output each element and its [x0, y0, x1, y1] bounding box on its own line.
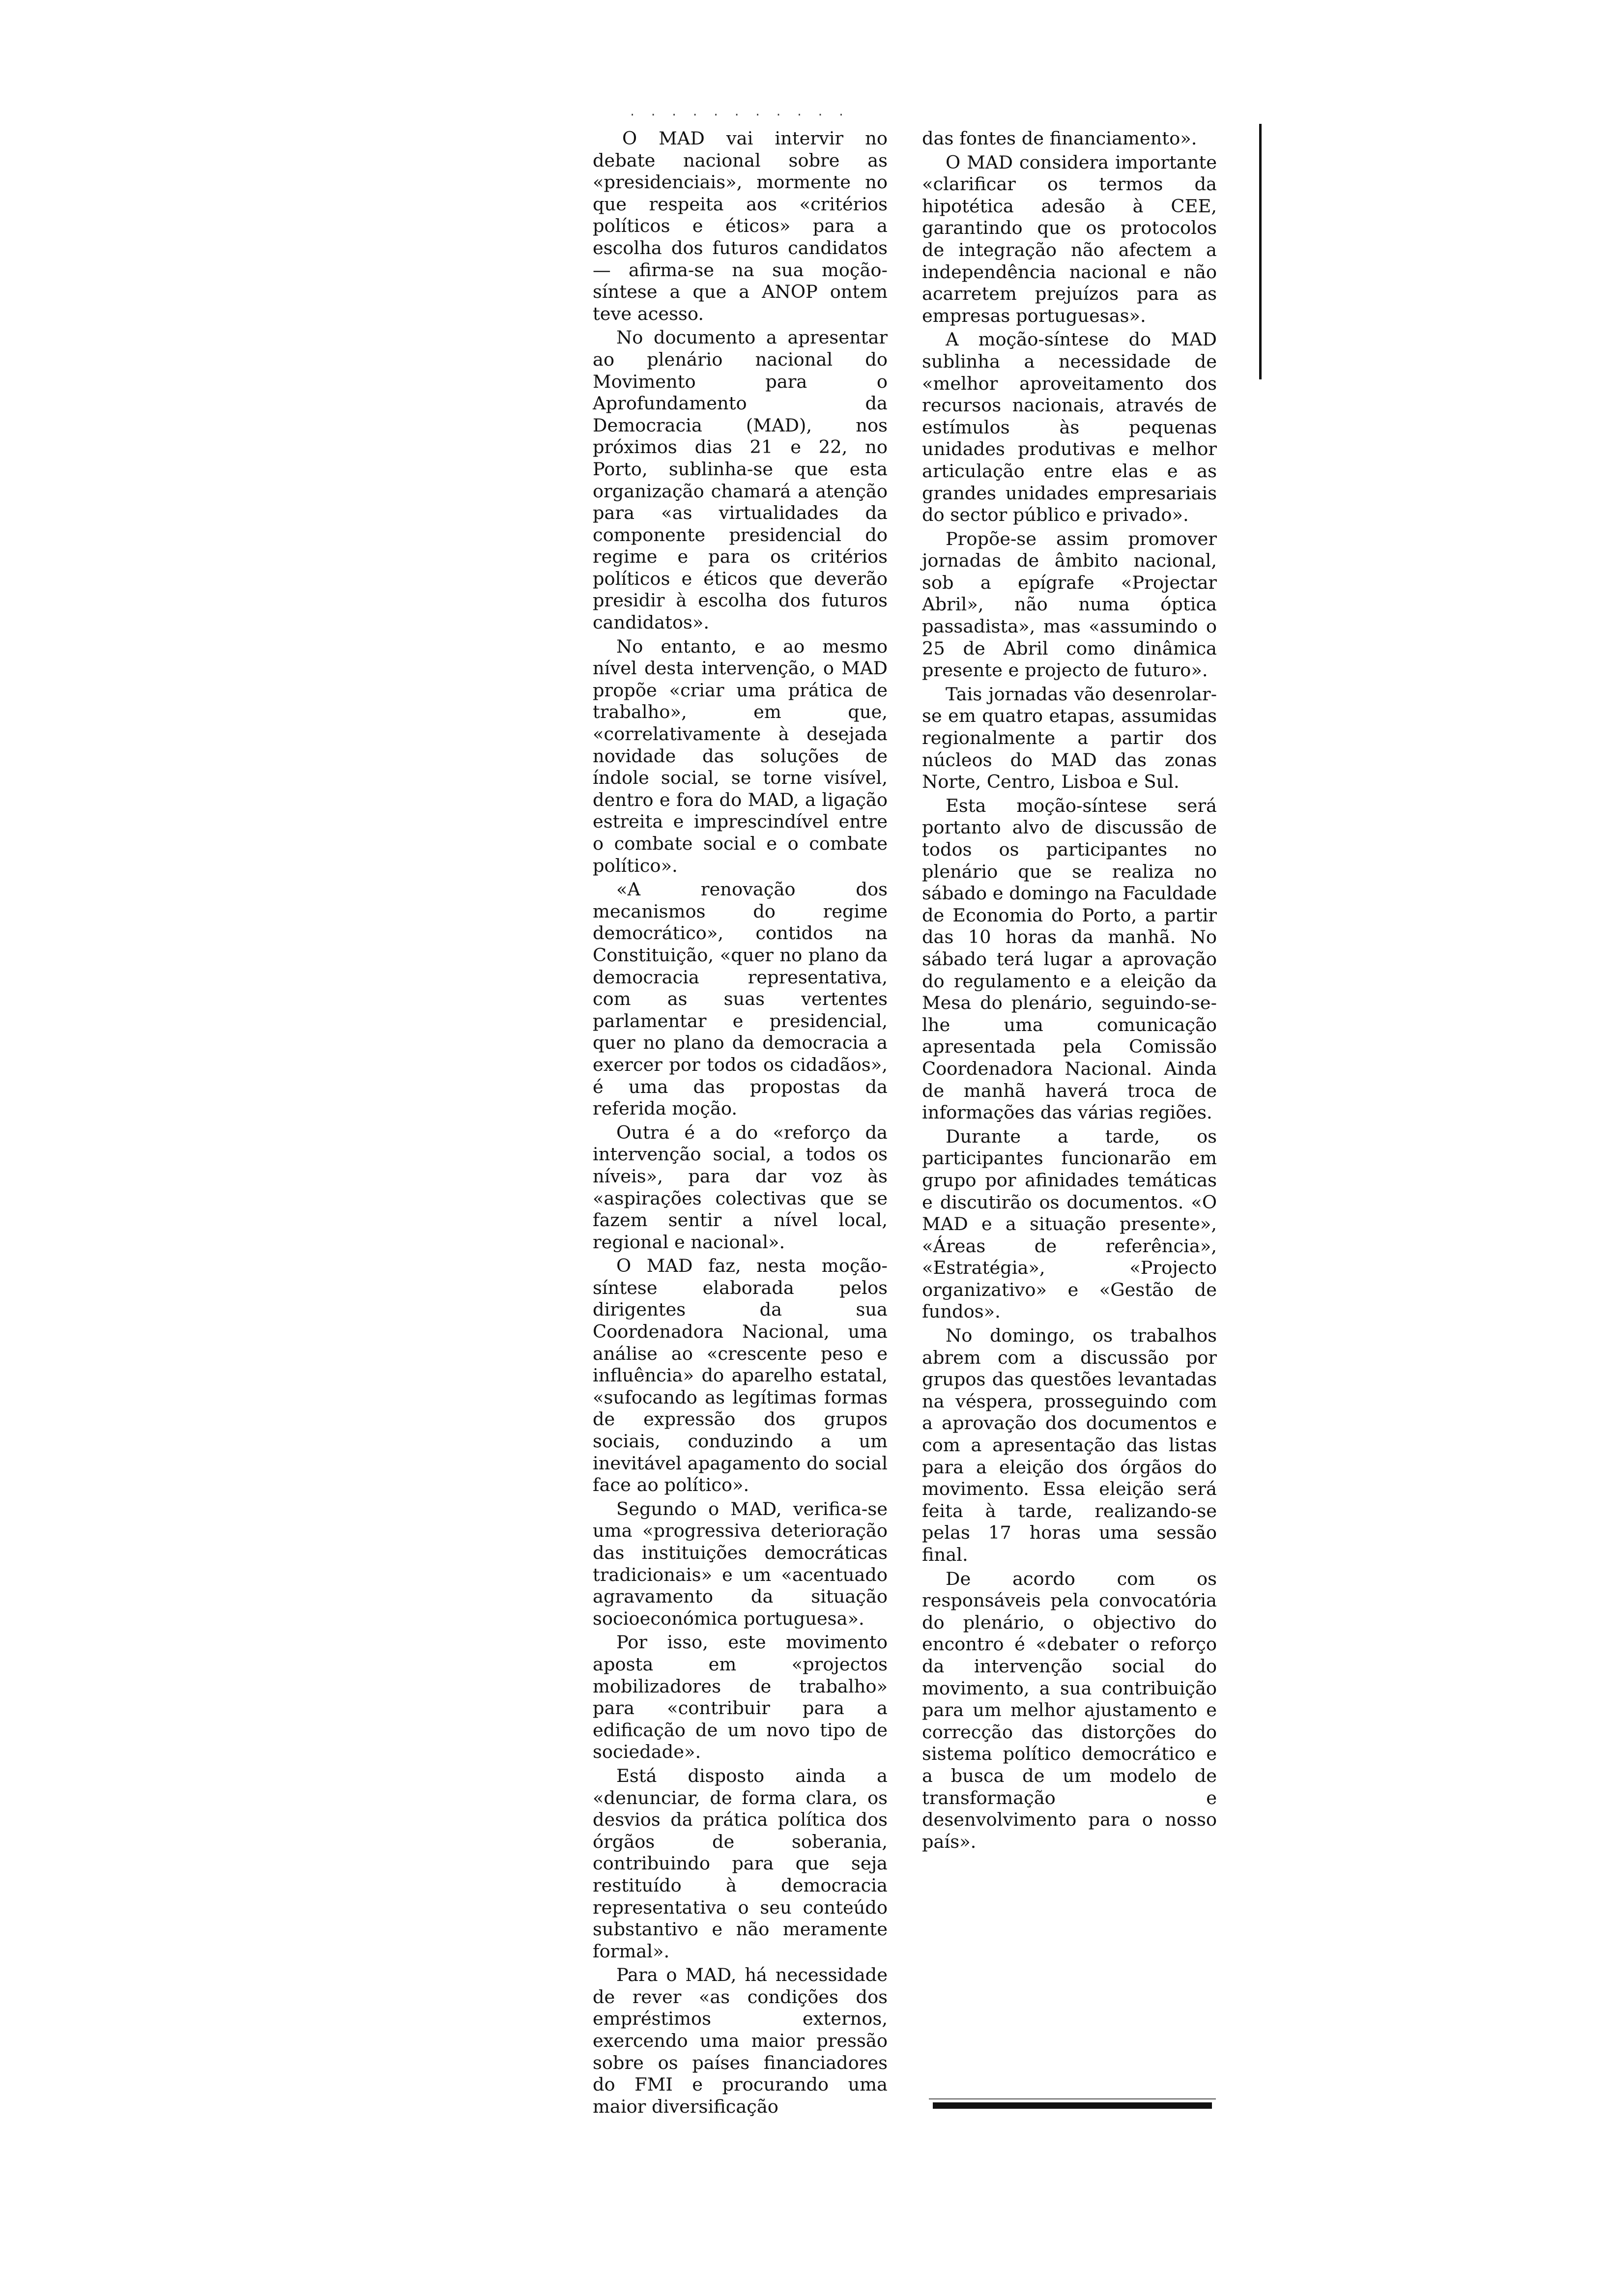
article-end-rule-thin [929, 2098, 1216, 2099]
article-paragraph: Por isso, este movimento aposta em «projectos mobilizadores de trabalho» para «contribuir para a edificação de um novo tipo de sociedade». [593, 1632, 888, 1763]
article-paragraph: O MAD considera importante «clarificar os termos da hipotética adesão à CEE, garantindo que os protocolos de integração não afectem a independência nacional e não acarretem prejuízos para as empresas portuguesas». [922, 151, 1217, 326]
article-paragraph: Outra é a do «reforço da intervenção social, a todos os níveis», para dar voz às «aspirações colectivas que se fazem sentir a nível local, regional e nacional». [593, 1121, 888, 1253]
article-paragraph: O MAD vai intervir no debate nacional sobre as «presidenciais», mormente no que respeita aos «critérios políticos e éticos» para a escolha dos futuros candidatos — afirma-se na sua moção-síntese a que a ANOP ontem teve acesso. [593, 128, 888, 324]
article-left-column [593, 128, 888, 2256]
scan-noise: · · · · · · · · · · · [629, 109, 849, 121]
article-paragraph: O MAD faz, nesta moção-síntese elaborada pelos dirigentes da sua Coordenadora Nacional, uma análise ao «crescente peso e influência» do aparelho estatal, «sufocando as legítimas formas de expressão dos grupos sociais, conduzindo a um inevitável apagamento do social face ao político». [593, 1255, 888, 1496]
article-paragraph: Tais jornadas vão desenrolar-se em quatro etapas, assumidas regionalmente a partir dos núcleos do MAD das zonas Norte, Centro, Lisboa e Sul. [922, 683, 1217, 793]
article-paragraph-continuation: das fontes de financiamento». [922, 128, 1197, 149]
article-paragraph: «A renovação dos mecanismos do regime democrático», contidos na Constituição, «quer no plano da democracia representativa, com as suas vertentes parlamentar e presidencial, quer no plano da democracia a exercer por todos os cidadãos», é uma das propostas da referida moção. [593, 879, 888, 1119]
article-paragraph: No domingo, os trabalhos abrem com a discussão por grupos das questões levantadas na véspera, prosseguindo com a aprovação dos documentos e com a apresentação das listas para a eleição dos órgãos do movimento. Essa eleição será feita à tarde, realizando-se pelas 17 horas uma sessão final. [922, 1325, 1217, 1565]
article-paragraph: A moção-síntese do MAD sublinha a necessidade de «melhor aproveitamento dos recursos nacionais, através de estímulos às pequenas unidades produtivas e melhor articulação entre elas e as grandes unidades empresariais do sector público e privado». [922, 329, 1217, 526]
article-paragraph: De acordo com os responsáveis pela convocatória do plenário, o objectivo do encontro é «debater o reforço da intervenção social do movimento, a sua contribuição para um melhor ajustamento e correcção das distorções do sistema político democrático e a busca de um modelo de transformação e desenvolvimento para o nosso país». [922, 1568, 1217, 1852]
article-paragraph: Durante a tarde, os participantes funcionarão em grupo por afinidades temáticas e discutirão os documentos. «O MAD e a situação presente», «Áreas de referência», «Estratégia», «Projecto organizativo» e «Gestão de fundos». [922, 1125, 1217, 1322]
article-paragraph: No entanto, e ao mesmo nível desta intervenção, o MAD propõe «criar uma prática de trabalho», em que, «correlativamente à desejada novidade das soluções de índole social, se torne visível, dentro e fora do MAD, a ligação estreita e imprescindível entre o combate social e o combate político». [593, 635, 888, 876]
article-paragraph: No documento a apresentar ao plenário nacional do Movimento para o Aprofundamento da Democracia (MAD), nos próximos dias 21 e 22, no Porto, sublinha-se que esta organização chamará a atenção para «as virtualidades da componente presidencial do regime e para os critérios políticos e éticos que deverão presidir à escolha dos futuros candidatos». [593, 327, 888, 633]
article-paragraph: Para o MAD, há necessidade de rever «as condições dos empréstimos externos, exercendo uma maior pressão sobre os países financiadores do FMI e procurando uma maior diversificação [593, 1964, 888, 2117]
article-paragraph: Está disposto ainda a «denunciar, de forma clara, os desvios da prática política dos órgãos de soberania, contribuindo para que seja restituído à democracia representativa o seu conteúdo substantivo e não meramente formal». [593, 1765, 888, 1962]
column-rule-vertical [1259, 124, 1262, 379]
article-end-rule [933, 2102, 1212, 2109]
article-paragraph: Segundo o MAD, verifica-se uma «progressiva deterioração das instituições democráticas tradicionais» e um «acentuado agravamento da situação socioeconómica portuguesa». [593, 1498, 888, 1629]
article-paragraph: Propõe-se assim promover jornadas de âmbito nacional, sob a epígrafe «Projectar Abril», não numa óptica passadista», mas «assumindo o 25 de Abril como dinâmica presente e projecto de futuro». [922, 528, 1217, 681]
article-paragraph: Esta moção-síntese será portanto alvo de discussão de todos os participantes no plenário que se realiza no sábado e domingo na Faculdade de Economia do Porto, a partir das 10 horas da manhã. No sábado terá lugar a aprovação do regulamento e a eleição da Mesa do plenário, seguindo-se-lhe uma comunicação apresentada pela Comissão Coordenadora Nacional. Ainda de manhã haverá troca de informações das várias regiões. [922, 795, 1217, 1123]
article-right-column [922, 128, 1217, 1852]
